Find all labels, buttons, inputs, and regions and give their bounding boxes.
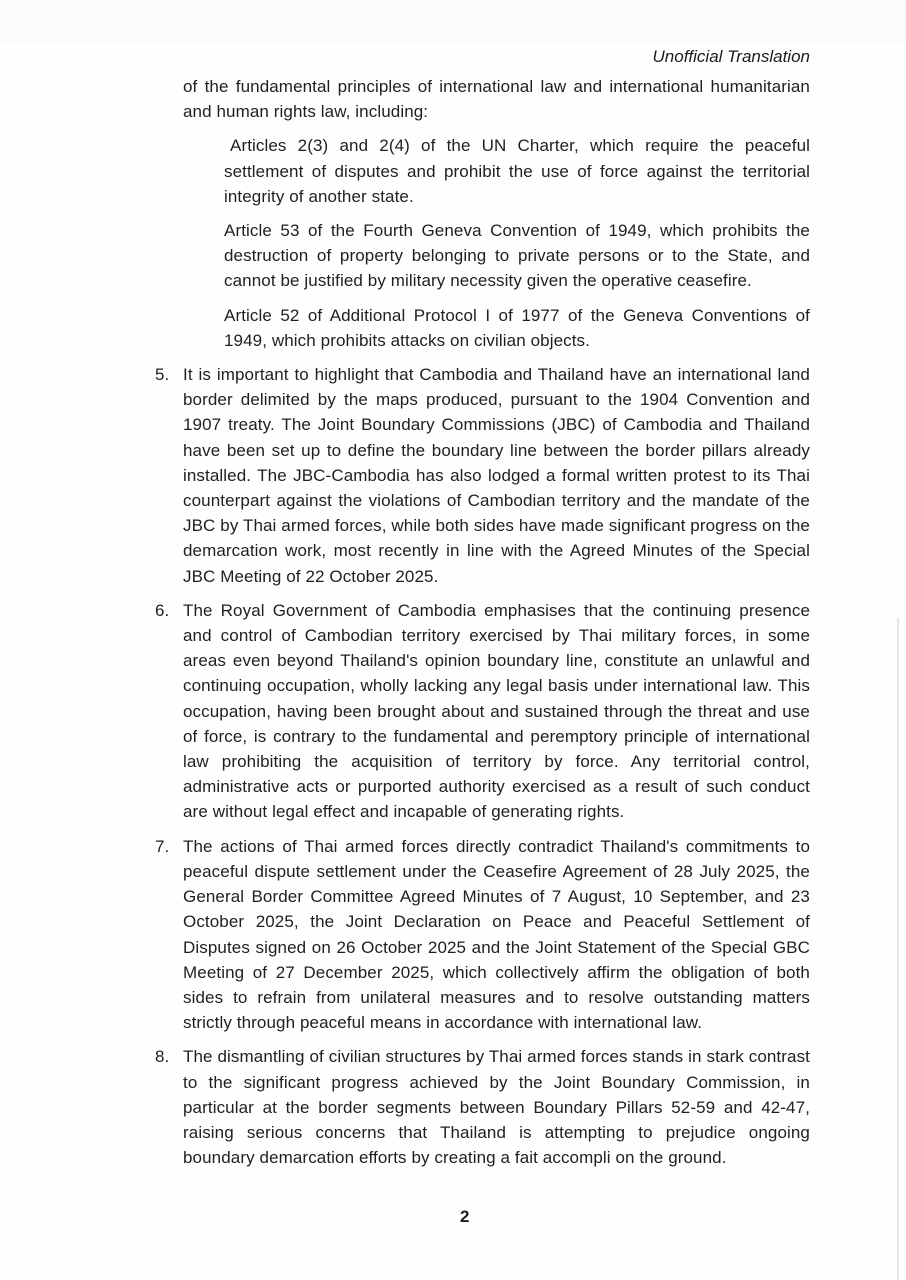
article-item-additional-protocol: Article 52 of Additional Protocol I of 1977 of the Geneva Conventions of 1949, which prohibits attacks on civilian objects. (224, 305, 810, 350)
paragraph-number: 5. (155, 365, 170, 385)
intro-paragraph: of the fundamental principles of international law and international humanitarian and human rights law, including: (183, 77, 810, 122)
numbered-paragraph-7 (155, 834, 810, 1036)
scan-edge-line (897, 618, 899, 1280)
document-body (155, 74, 810, 1179)
paragraph-number: 7. (155, 836, 170, 856)
numbered-paragraph-6 (155, 598, 810, 825)
article-item-un-charter: Articles 2(3) and 2(4) of the UN Charter, which require the peaceful settlement of disputes and prohibit the use of force against the territorial integrity of another state. (224, 136, 810, 206)
paragraph-text: The actions of Thai armed forces directly contradict Thailand's commitments to peaceful dispute settlement under the Ceasefire Agreement of 28 July 2025, the General Border Committee Agreed Minutes of 7 August, 10 September, and 23 October 2025, the Joint Declaration on Peace and Peaceful Settlement of Disputes signed on 26 October 2025 and the Joint Statement of the Special GBC Meeting of 27 December 2025, which collectively affirm the obligation of both sides to refrain from unilateral measures and to resolve outstanding matters strictly through peaceful means in accordance with international law. (183, 836, 810, 1033)
translation-note: Unofficial Translation (652, 47, 810, 66)
paragraph-number: 6. (155, 600, 170, 620)
article-item-geneva-convention: Article 53 of the Fourth Geneva Convention of 1949, which prohibits the destruction of property belonging to private persons or to the State, and cannot be justified by military necessity given the operative ceasefire. (224, 221, 810, 291)
article-list (224, 133, 810, 353)
paragraph-text: The Royal Government of Cambodia emphasises that the continuing presence and control of Cambodian territory exercised by Thai military forces, in some areas even beyond Thailand's opinion boundary line, constitute an unlawful and continuing occupation, wholly lacking any legal basis under international law. This occupation, having been brought about and sustained through the threat and use of force, is contrary to the fundamental and peremptory principle of international law prohibiting the acquisition of territory by force. Any territorial control, administrative acts or purported authority exercised as a result of such conduct are without legal effect and incapable of generating rights. (183, 600, 810, 822)
numbered-paragraph-5 (155, 362, 810, 589)
paragraph-text: The dismantling of civilian structures by Thai armed forces stands in stark contrast to the significant progress achieved by the Joint Boundary Commission, in particular at the border segments between Boundary Pillars 52-59 and 42-47, raising serious concerns that Thailand is attempting to prejudice ongoing boundary demarcation efforts by creating a fait accompli on the ground. (183, 1047, 810, 1168)
numbered-paragraph-8 (155, 1044, 810, 1170)
page-number: 2 (460, 1207, 470, 1226)
paragraph-number: 8. (155, 1047, 170, 1067)
paragraph-text: It is important to highlight that Cambodia and Thailand have an international land border delimited by the maps produced, pursuant to the 1904 Convention and 1907 treaty. The Joint Boundary Commissions (JBC) of Cambodia and Thailand have been set up to define the boundary line between the border pillars already installed. The JBC-Cambodia has also lodged a formal written protest to its Thai counterpart against the violations of Cambodian territory and the mandate of the JBC by Thai armed forces, while both sides have made significant progress on the demarcation work, most recently in line with the Agreed Minutes of the Special JBC Meeting of 22 October 2025. (183, 365, 810, 586)
scan-artifact-band (0, 0, 906, 44)
